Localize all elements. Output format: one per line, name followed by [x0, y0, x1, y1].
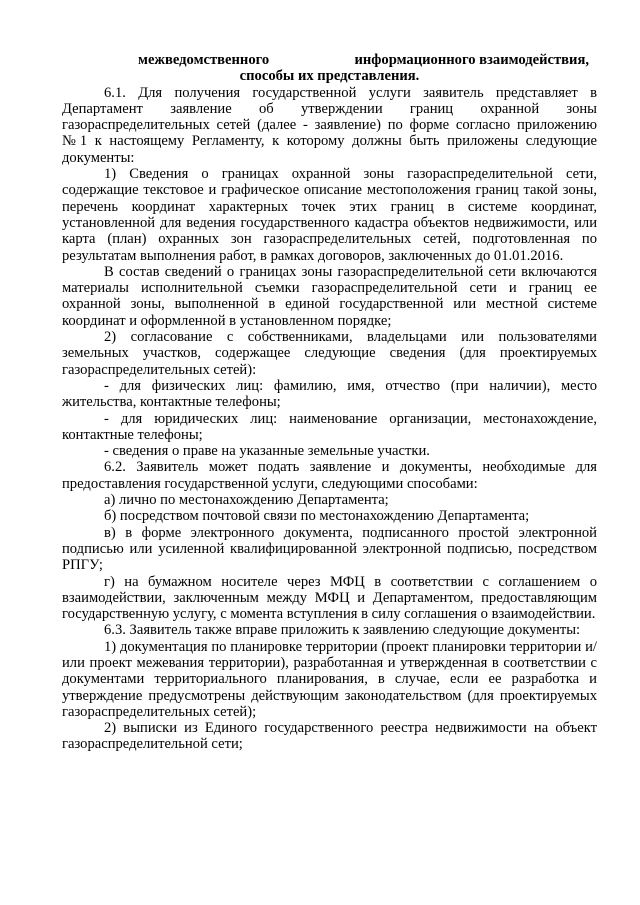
paragraph-6-2: 6.2. Заявитель может подать заявление и документы, необходимые для предоставления государственной услуги, следующими способами: — [62, 459, 597, 492]
paragraph-boundary-materials: В состав сведений о границах зоны газораспределительной сети включаются материалы исполнительной съемки газораспределительной сети и границ ее охранной зоны, выполненной в единой государственной или местной системе координат и оформленной в установленном порядке; — [62, 263, 597, 329]
list-item-a: а) лично по местонахождению Департамента; — [104, 492, 389, 509]
paragraph-6-3: 6.3. Заявитель также вправе приложить к заявлению следующие документы: — [104, 622, 581, 639]
document-page — [62, 52, 597, 753]
heading-line-1 — [62, 52, 597, 68]
paragraph-6-1-item-1: 1) Сведения о границах охранной зоны газораспределительной сети, содержащие текстовое и графическое описание местоположения границ такой зоны, перечень координат характерных точек этих границ в системе координат, установленной для ведения государственного кадастра объектов недвижимости, или карта (план) охранных зон газораспределительных сетей, подготовленная по результатам выполнения работ, в рамках договоров, заключенных до 01.01.2016. — [62, 166, 597, 264]
list-item-land-rights: - сведения о праве на указанные земельные участки. — [104, 443, 430, 460]
heading-line-2: способы их представления. — [239, 68, 420, 85]
paragraph-6-1-item-2: 2) согласование с собственниками, владельцами или пользователями земельных участков, содержащее следующие сведения (для проектируемых газораспределительных сетей): — [62, 329, 597, 378]
list-item-g: г) на бумажном носителе через МФЦ в соответствии с соглашением о взаимодействии, заключенным между МФЦ и Департаментом, предоставляющим государственную услугу, с момента вступления в силу соглашения о взаимодействии. — [62, 573, 597, 623]
list-item-individuals: - для физических лиц: фамилию, имя, отчество (при наличии), место жительства, контактные телефоны; — [62, 377, 597, 411]
paragraph-6-3-item-2: 2) выписки из Единого государственного реестра недвижимости на объект газораспределительной сети; — [62, 720, 597, 753]
heading-word-right: информационного взаимодействия, — [354, 52, 589, 68]
section-heading — [62, 52, 597, 85]
list-item-legal-entities: - для юридических лиц: наименование организации, местонахождение, контактные телефоны; — [62, 410, 597, 443]
list-item-b: б) посредством почтовой связи по местонахождению Департамента; — [104, 508, 530, 525]
heading-word-left: межведомственного — [138, 52, 270, 68]
paragraph-6-1: 6.1. Для получения государственной услуги заявитель представляет в Департамент заявление об утверждении границ охранной зоны газораспределительных сетей (далее - заявление) по форме согласно приложению №1 к настоящему Регламенту, к которому должны быть приложены следующие документы: — [62, 84, 597, 166]
list-item-v: в) в форме электронного документа, подписанного простой электронной подписью или усиленной квалифицированной электронной подписью, посредством РПГУ; — [62, 524, 597, 574]
paragraph-6-3-item-1: 1) документация по планировке территории (проект планировки территории и/или проект межевания территории), разработанная и утвержденная в соответствии с документами территориального планирования, в случае, если ее разработка и утверждение предусмотрены действующим законодательством (для проектируемых газораспределительных сетей); — [62, 638, 597, 720]
